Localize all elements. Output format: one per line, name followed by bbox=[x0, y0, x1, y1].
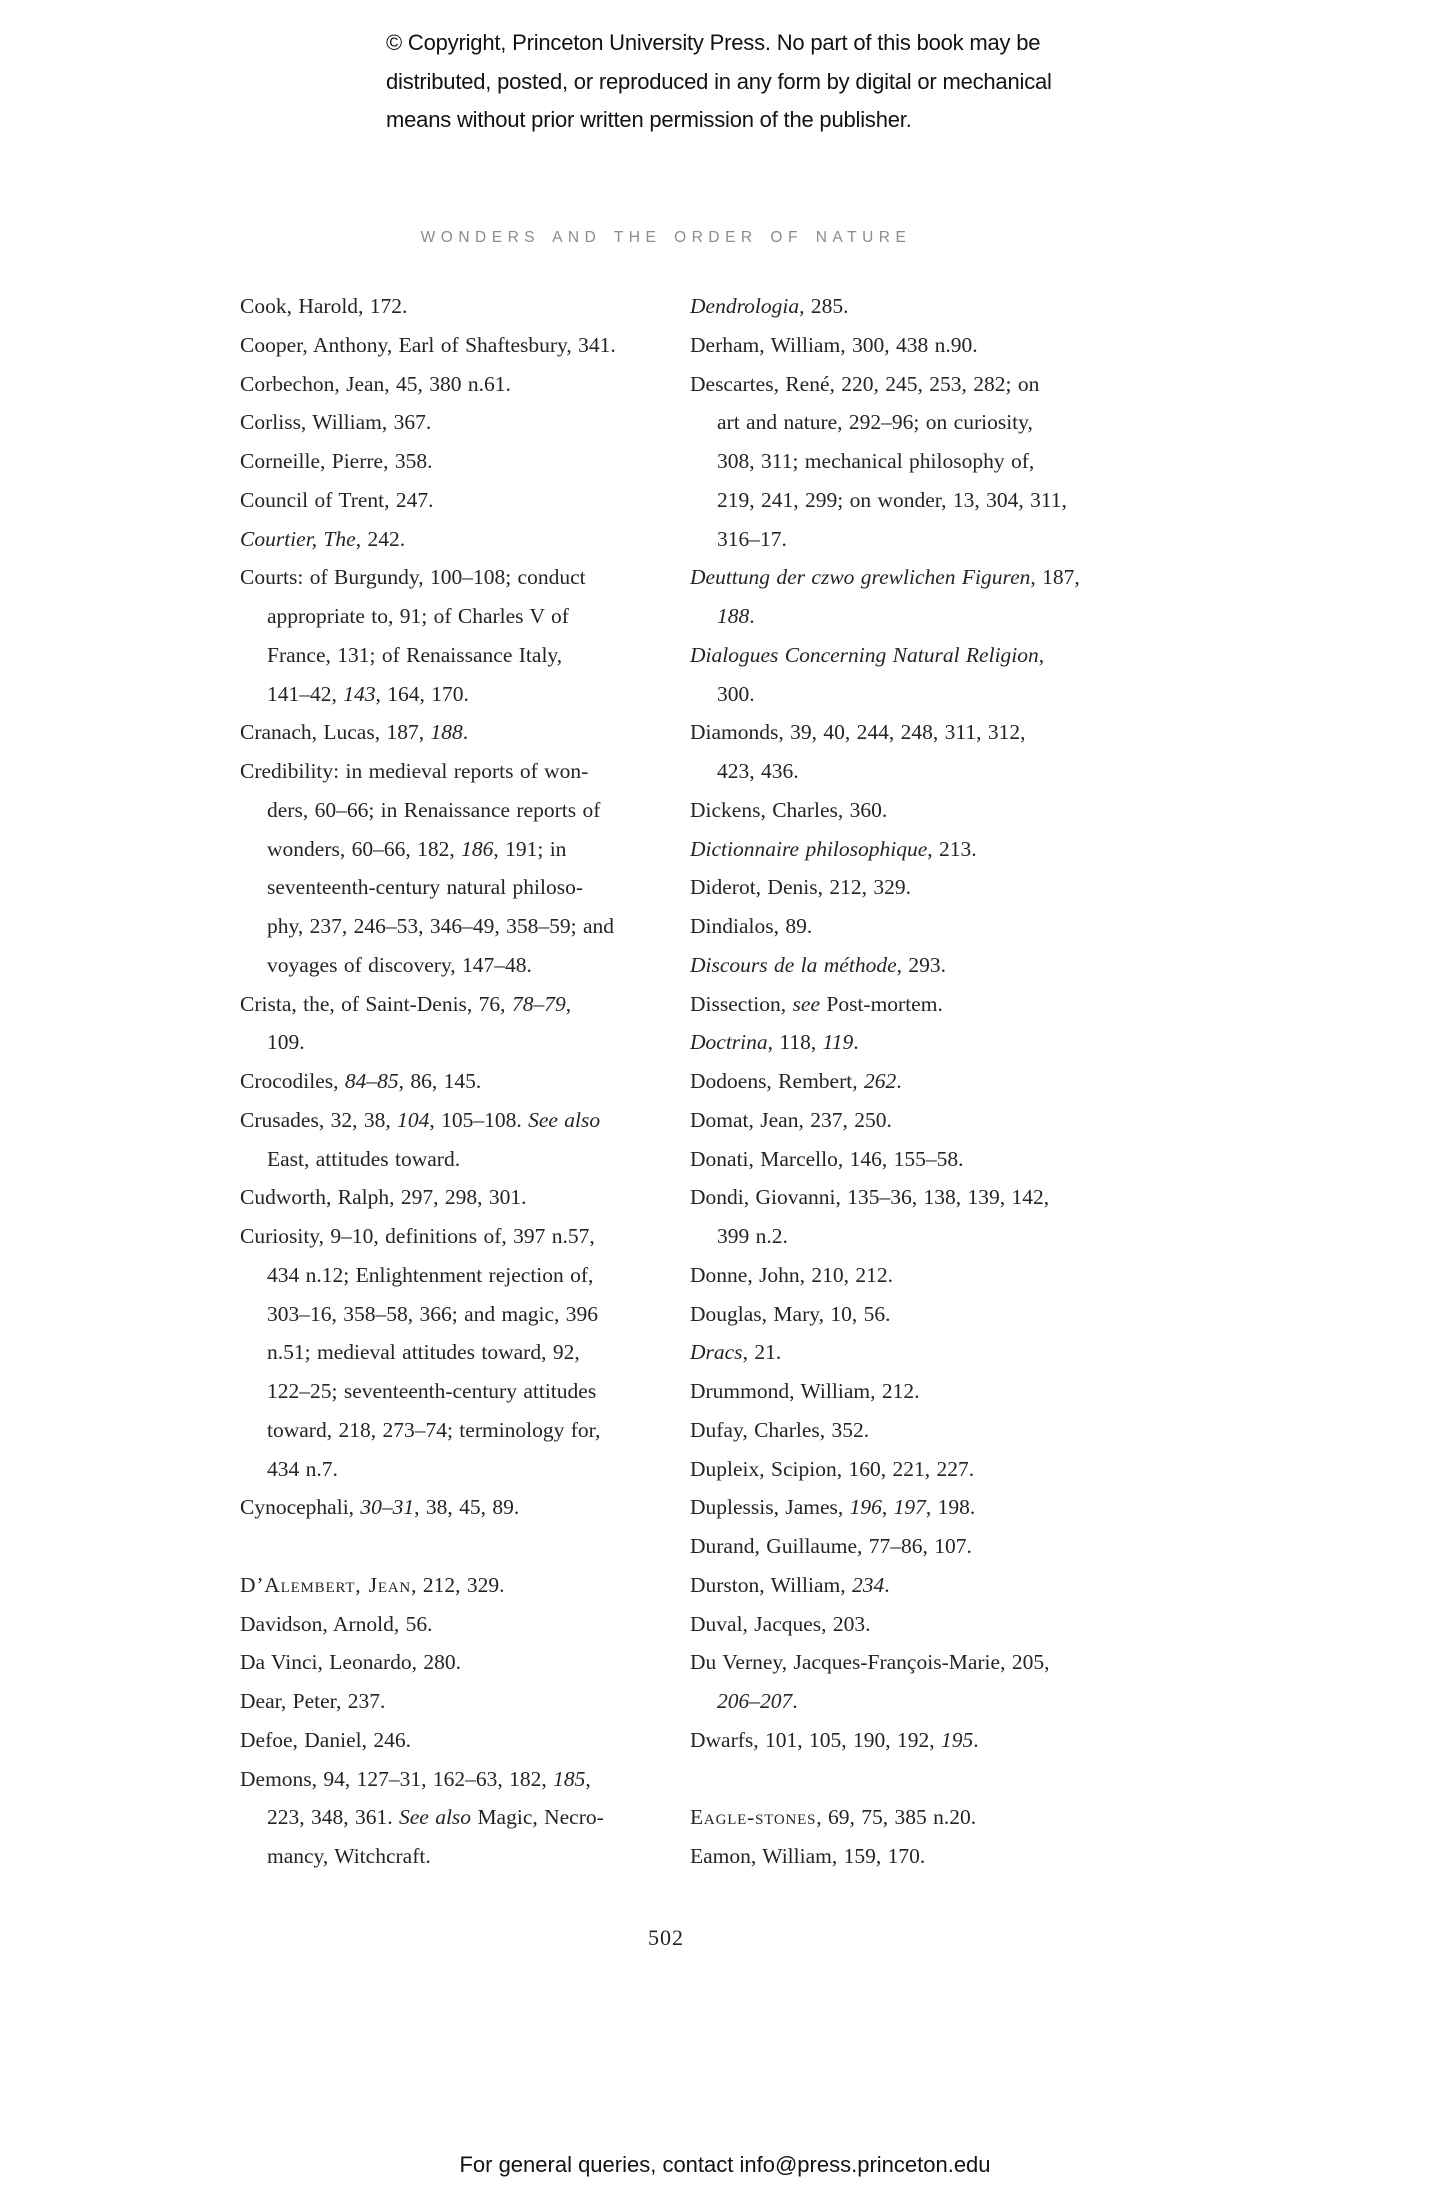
index-entry-line bbox=[690, 636, 1160, 675]
index-entry-line bbox=[240, 481, 685, 520]
index-text: Derham, William, 300, 438 n.90. bbox=[690, 332, 978, 357]
index-entry-line bbox=[690, 558, 1160, 597]
index-text: 434 n.7. bbox=[267, 1456, 338, 1481]
index-entry-line bbox=[690, 1178, 1160, 1217]
index-entry-line bbox=[240, 326, 685, 365]
index-entry-line bbox=[690, 287, 1160, 326]
index-entry-line bbox=[690, 713, 1160, 752]
index-entry-line bbox=[690, 791, 1160, 830]
index-entry-line bbox=[240, 1643, 685, 1682]
index-text: Defoe, Daniel, 246. bbox=[240, 1727, 411, 1752]
index-entry-line bbox=[690, 1023, 1160, 1062]
index-entry-line bbox=[690, 1566, 1160, 1605]
index-entry-line bbox=[690, 946, 1160, 985]
index-text: , 21. bbox=[742, 1340, 782, 1365]
index-italic-text: 143 bbox=[343, 681, 376, 706]
index-text: Dear, Peter, 237. bbox=[240, 1689, 386, 1713]
index-line-continuation bbox=[240, 1450, 685, 1489]
index-text: , 213. bbox=[927, 836, 977, 861]
index-text: 308, 311; mechanical philosophy of, bbox=[717, 449, 1035, 473]
index-text: mancy, Witchcraft. bbox=[267, 1844, 431, 1868]
index-text: Courts: of Burgundy, 100–108; conduct bbox=[240, 565, 586, 590]
index-line-continuation bbox=[240, 1333, 685, 1372]
index-text: . bbox=[973, 1727, 979, 1752]
index-entry-line bbox=[690, 1527, 1160, 1566]
index-line-continuation bbox=[240, 1411, 685, 1450]
index-text: seventeenth-century natural philoso- bbox=[267, 875, 584, 900]
index-text: Davidson, Arnold, 56. bbox=[240, 1611, 433, 1636]
index-text: Dickens, Charles, 360. bbox=[690, 797, 888, 822]
index-italic-text: Dracs bbox=[690, 1340, 743, 1365]
index-entry-line bbox=[690, 1372, 1160, 1411]
index-text: Corneille, Pierre, 358. bbox=[240, 449, 433, 473]
index-text: Donne, John, 210, 212. bbox=[690, 1262, 894, 1287]
index-text: France, 131; of Renaissance Italy, bbox=[267, 642, 563, 667]
index-text: , 198. bbox=[925, 1495, 976, 1520]
index-line-continuation bbox=[240, 946, 685, 985]
index-text: Duval, Jacques, 203. bbox=[690, 1611, 871, 1636]
index-text: . bbox=[896, 1069, 902, 1093]
index-text: . bbox=[462, 720, 469, 745]
index-text: Drummond, William, 212. bbox=[690, 1379, 920, 1403]
copyright-line: means without prior written permission of the publisher. bbox=[386, 107, 912, 132]
index-italic-text: Dictionnaire philosophique bbox=[690, 836, 928, 861]
index-text: , 187, bbox=[1030, 565, 1080, 590]
index-text: , 86, 145. bbox=[398, 1069, 482, 1093]
index-text: 300. bbox=[717, 681, 755, 706]
index-text: art and nature, 292–96; on curiosity, bbox=[717, 410, 1033, 435]
index-text: phy, 237, 246–53, 346–49, 358–59; and bbox=[267, 914, 614, 938]
index-text: , 69, 75, 385 n.20. bbox=[816, 1805, 977, 1830]
index-text: 434 n.12; Enlightenment rejection of, bbox=[267, 1262, 594, 1287]
index-text: 423, 436. bbox=[717, 759, 799, 783]
index-text: Douglas, Mary, 10, 56. bbox=[690, 1301, 891, 1326]
index-text: , 212, 329. bbox=[411, 1572, 505, 1597]
index-entry-line bbox=[690, 1062, 1160, 1101]
index-entry-line bbox=[240, 442, 685, 481]
index-entry-line bbox=[690, 1837, 1160, 1876]
index-text: Crocodiles, bbox=[240, 1069, 345, 1093]
index-line-continuation bbox=[240, 1372, 685, 1411]
index-entry-line bbox=[240, 403, 685, 442]
index-line-continuation bbox=[240, 1837, 685, 1876]
index-text: wonders, 60–66, 182, bbox=[267, 836, 462, 861]
index-text: Dondi, Giovanni, 135–36, 138, 139, 142, bbox=[690, 1185, 1050, 1210]
index-entry-line bbox=[690, 985, 1160, 1024]
index-text: 109. bbox=[267, 1030, 305, 1055]
index-line-continuation bbox=[240, 597, 685, 636]
index-italic-text: Deuttung der czwo grewlichen Figuren bbox=[690, 565, 1031, 590]
index-entry-line bbox=[690, 1411, 1160, 1450]
index-entry-line bbox=[690, 1101, 1160, 1140]
index-italic-text: 188 bbox=[717, 604, 750, 628]
index-text: Da Vinci, Leonardo, 280. bbox=[240, 1650, 462, 1675]
index-text: Curiosity, 9–10, definitions of, 397 n.57, bbox=[240, 1224, 595, 1248]
index-text: ders, 60–66; in Renaissance reports of bbox=[267, 797, 601, 822]
index-line-continuation bbox=[240, 791, 685, 830]
index-text: 303–16, 358–58, 366; and magic, 396 bbox=[267, 1301, 599, 1326]
page-number: 502 bbox=[648, 1925, 684, 1950]
index-text: n.51; medieval attitudes toward, 92, bbox=[267, 1340, 580, 1365]
index-text: Demons, 94, 127–31, 162–63, 182, bbox=[240, 1766, 554, 1791]
index-text: , 285. bbox=[799, 294, 849, 318]
index-entry-line bbox=[240, 1721, 685, 1760]
index-entry-line bbox=[690, 868, 1160, 907]
index-text: East, attitudes toward. bbox=[267, 1146, 461, 1171]
index-entry-line bbox=[690, 1643, 1160, 1682]
index-line-continuation bbox=[690, 1682, 1160, 1721]
index-text: Dodoens, Rembert, bbox=[690, 1069, 864, 1093]
index-text: , 293. bbox=[896, 952, 946, 977]
index-entry-line bbox=[690, 1256, 1160, 1295]
index-column-right bbox=[690, 287, 1160, 1876]
index-entry-line bbox=[240, 985, 685, 1024]
index-entry-line bbox=[240, 1605, 685, 1644]
index-entry-line bbox=[240, 287, 685, 326]
index-text: Crusades, 32, 38, bbox=[240, 1107, 398, 1132]
index-entry-line bbox=[240, 1682, 685, 1721]
index-entry-line bbox=[690, 1140, 1160, 1179]
index-line-continuation bbox=[240, 1256, 685, 1295]
index-text: Corliss, William, 367. bbox=[240, 410, 432, 435]
index-text: Durand, Guillaume, 77–86, 107. bbox=[690, 1534, 972, 1558]
index-text: , 118, bbox=[767, 1030, 823, 1055]
index-line-continuation bbox=[690, 597, 1160, 636]
index-entry-line bbox=[240, 365, 685, 404]
index-line-continuation bbox=[690, 520, 1160, 559]
index-column-left bbox=[240, 287, 685, 1876]
index-entry-line bbox=[690, 1605, 1160, 1644]
index-text: Magic, Necro- bbox=[471, 1805, 604, 1830]
running-head: WONDERS AND THE ORDER OF NATURE bbox=[420, 229, 912, 246]
index-italic-text: 206–207 bbox=[717, 1689, 793, 1713]
index-text: Durston, William, bbox=[690, 1572, 852, 1597]
index-text: 141–42, bbox=[267, 681, 344, 706]
index-entry-line bbox=[240, 1101, 685, 1140]
index-italic-text: 262 bbox=[863, 1069, 897, 1093]
index-entry-line bbox=[690, 830, 1160, 869]
index-text: Cranach, Lucas, 187, bbox=[240, 720, 431, 745]
index-entry-line bbox=[240, 520, 685, 559]
index-text: Donati, Marcello, 146, 155–58. bbox=[690, 1146, 964, 1171]
index-italic-text: 84–85 bbox=[344, 1069, 399, 1093]
index-entry-line bbox=[690, 1721, 1160, 1760]
index-entry-line bbox=[690, 1798, 1160, 1837]
index-italic-text: 104 bbox=[397, 1107, 430, 1132]
index-entry-line bbox=[690, 326, 1160, 365]
index-text: , bbox=[881, 1495, 894, 1520]
index-italic-text: See also bbox=[528, 1107, 601, 1132]
index-text: toward, 218, 273–74; terminology for, bbox=[267, 1417, 601, 1442]
index-line-continuation bbox=[690, 675, 1160, 714]
index-line-continuation bbox=[690, 403, 1160, 442]
copyright-line: © Copyright, Princeton University Press. No part of this book may be bbox=[386, 30, 1041, 55]
index-entry-line bbox=[240, 1760, 685, 1799]
index-text: Post-mortem. bbox=[819, 991, 943, 1016]
index-text: . bbox=[884, 1572, 890, 1597]
index-text: , bbox=[565, 991, 572, 1016]
index-text: 223, 348, 361. bbox=[267, 1805, 399, 1830]
index-italic-text: Dendrologia bbox=[690, 294, 800, 318]
copyright-notice bbox=[386, 24, 1052, 140]
index-text: , 38, 45, 89. bbox=[414, 1495, 520, 1520]
footer-contact: For general queries, contact info@press.princeton.edu bbox=[459, 2152, 991, 2177]
index-text: Diderot, Denis, 212, 329. bbox=[690, 875, 911, 900]
index-line-continuation bbox=[240, 868, 685, 907]
index-italic-text: 78–79 bbox=[511, 991, 566, 1016]
index-text: , 105–108. bbox=[429, 1107, 529, 1132]
index-entry-line bbox=[690, 1450, 1160, 1489]
index-line-continuation bbox=[690, 481, 1160, 520]
index-italic-text: 234 bbox=[851, 1572, 885, 1597]
index-italic-text: Doctrina bbox=[690, 1030, 768, 1055]
index-entry-line bbox=[690, 907, 1160, 946]
index-text: Dupleix, Scipion, 160, 221, 227. bbox=[690, 1456, 975, 1481]
index-entry-line bbox=[240, 713, 685, 752]
index-text: Dindialos, 89. bbox=[690, 914, 813, 938]
index-line-continuation bbox=[240, 830, 685, 869]
index-text: Descartes, René, 220, 245, 253, 282; on bbox=[690, 371, 1040, 396]
index-text: , 242. bbox=[355, 526, 406, 551]
index-text: voyages of discovery, 147–48. bbox=[267, 952, 532, 977]
index-italic-text: 186 bbox=[461, 836, 494, 861]
index-line-continuation bbox=[240, 907, 685, 946]
index-text: 316–17. bbox=[717, 526, 787, 551]
index-text: 219, 241, 299; on wonder, 13, 304, 311, bbox=[717, 487, 1067, 512]
index-italic-text: See also bbox=[399, 1805, 472, 1830]
index-line-continuation bbox=[240, 1798, 685, 1837]
index-italic-text: Dialogues Concerning Natural Religion bbox=[690, 642, 1039, 667]
index-italic-text: see bbox=[792, 991, 820, 1016]
index-text: Dissection, bbox=[690, 991, 793, 1016]
copyright-line: distributed, posted, or reproduced in any form by digital or mechanical bbox=[386, 68, 1052, 94]
index-entry-line bbox=[240, 1217, 685, 1256]
index-line-continuation bbox=[240, 1023, 685, 1062]
index-italic-text: 30–31 bbox=[360, 1495, 415, 1520]
index-italic-text: Courtier, The bbox=[240, 526, 356, 551]
index-line-continuation bbox=[240, 636, 685, 675]
index-italic-text: 119 bbox=[822, 1030, 854, 1055]
index-text: Cynocephali, bbox=[240, 1495, 361, 1520]
index-entry-line bbox=[690, 1488, 1160, 1527]
index-entry-line bbox=[240, 1566, 685, 1605]
index-italic-text: 197 bbox=[893, 1495, 926, 1520]
index-text: Diamonds, 39, 40, 244, 248, 311, 312, bbox=[690, 720, 1026, 745]
index-text: . bbox=[749, 604, 755, 628]
index-text: Cook, Harold, 172. bbox=[240, 294, 408, 318]
index-italic-text: 188 bbox=[430, 720, 463, 745]
index-text: Cooper, Anthony, Earl of Shaftesbury, 341. bbox=[240, 332, 616, 357]
index-entry-line bbox=[240, 752, 685, 791]
index-text: Dwarfs, 101, 105, 190, 192, bbox=[690, 1727, 942, 1752]
index-text: , 191; in bbox=[493, 836, 567, 861]
index-entry-line bbox=[240, 1178, 685, 1217]
index-text: appropriate to, 91; of Charles V of bbox=[267, 604, 569, 628]
index-text: Corbechon, Jean, 45, 380 n.61. bbox=[240, 371, 511, 396]
index-text: , bbox=[585, 1766, 591, 1791]
index-text: , 164, 170. bbox=[375, 681, 469, 706]
index-text: Eamon, William, 159, 170. bbox=[690, 1844, 926, 1868]
index-entry-line bbox=[690, 365, 1160, 404]
index-entry-line bbox=[240, 558, 685, 597]
index-text: Dufay, Charles, 352. bbox=[690, 1417, 870, 1442]
index-italic-text: Discours de la méthode bbox=[690, 952, 897, 977]
index-text: , bbox=[1038, 642, 1045, 667]
index-line-continuation bbox=[690, 442, 1160, 481]
index-entry-line bbox=[690, 1333, 1160, 1372]
index-smallcaps-text: Eagle-stones bbox=[690, 1805, 817, 1830]
index-text: . bbox=[853, 1030, 859, 1055]
index-entry-line bbox=[240, 1062, 685, 1101]
index-line-continuation bbox=[690, 752, 1160, 791]
index-italic-text: 196 bbox=[849, 1495, 882, 1520]
index-line-continuation bbox=[240, 1140, 685, 1179]
index-line-continuation bbox=[240, 1295, 685, 1334]
index-line-continuation bbox=[240, 675, 685, 714]
index-text: Crista, the, of Saint-Denis, 76, bbox=[240, 991, 512, 1016]
index-entry-line bbox=[690, 1295, 1160, 1334]
index-text: Credibility: in medieval reports of won- bbox=[240, 759, 589, 783]
index-text: Duplessis, James, bbox=[690, 1495, 850, 1520]
index-smallcaps-text: D’Alembert, Jean bbox=[240, 1572, 412, 1597]
index-text: . bbox=[792, 1689, 798, 1713]
index-italic-text: 195 bbox=[941, 1727, 974, 1752]
index-line-continuation bbox=[690, 1217, 1160, 1256]
index-text: 399 n.2. bbox=[717, 1224, 788, 1248]
index-text: 122–25; seventeenth-century attitudes bbox=[267, 1379, 597, 1403]
index-italic-text: 185 bbox=[553, 1766, 586, 1791]
index-entry-line bbox=[240, 1488, 685, 1527]
index-text: Council of Trent, 247. bbox=[240, 487, 434, 512]
index-text: Du Verney, Jacques-François-Marie, 205, bbox=[690, 1650, 1050, 1675]
index-text: Cudworth, Ralph, 297, 298, 301. bbox=[240, 1185, 527, 1210]
index-text: Domat, Jean, 237, 250. bbox=[690, 1107, 892, 1132]
